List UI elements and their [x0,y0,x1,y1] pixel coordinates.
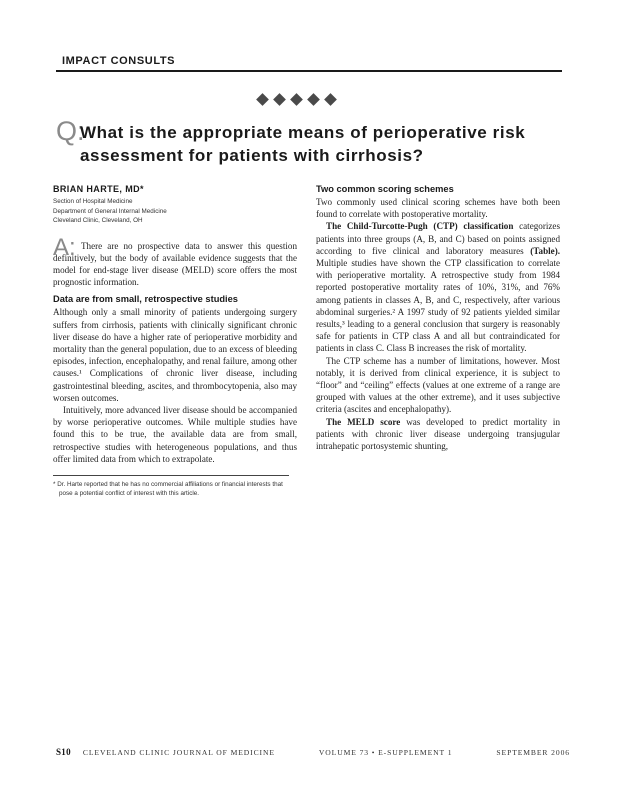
journal-name: CLEVELAND CLINIC JOURNAL OF MEDICINE [82,748,275,757]
section-label: IMPACT CONSULTS [62,55,176,67]
diamond-icon [256,93,269,106]
right-column [316,184,560,452]
answer-text: There are no prospective data to answer this question definitively, but the body of available evidence suggests that the model for end-stage liver disease (MELD) score offers the most prognostic information. [53,240,297,288]
meld-lead: The MELD score [326,416,401,427]
diamond-icon [273,93,286,106]
volume-info: VOLUME 73 • E-SUPPLEMENT 1 [318,748,453,757]
question-title: What is the appropriate means of perioperative risk assessment for patients with cirrhosis? [80,123,526,165]
diamond-icon [290,93,303,106]
header-rule [56,70,562,72]
footnote: * Dr. Harte reported that he has no commercial affiliations or financial interests that pose a potential conflict of interest with this article. [53,480,283,498]
meld-text: was developed to predict mortality in patients with chronic liver disease undergoing transjugular intrahepatic portosystemic shunting, [316,416,560,452]
diamond-icon [307,93,320,106]
author-affiliation-3: Cleveland Clinic, Cleveland, OH [53,217,143,224]
paragraph: The CTP scheme has a number of limitations, however. Most notably, it is derived from clinical experience, it is subject to “floor” and “ceiling” effects (values at one extreme of a range are grouped with values at the other extreme), and it uses subjective criteria (ascites and encephalopathy). [316,355,560,415]
author-affiliation-1: Section of Hospital Medicine [53,198,133,205]
section-heading-small-studies: Data are from small, retrospective studies [53,294,238,305]
ctp-lead: The Child-Turcotte-Pugh (CTP) classification [326,221,514,232]
ornament-diamonds [258,95,335,104]
answer-marker: A: [53,233,76,261]
ctp-paragraph [316,220,560,354]
question-marker: Q: [56,116,85,146]
ctp-text-cont: Multiple studies have shown the CTP classification to correlate with perioperative mortality. A retrospective study from 1984 reported postoperative mortality rates of 10%, 31%, and 76% among patients in classes A, B, and C, respectively, after various abdominal surgeries.² A 1997 study of 92 patients yielded similar results,³ leading to a general conclusion that surgery is reasonably safe for patients in CTP class A and all but contraindicated for patients in class C. Class B increases the risk of mortality. [316,258,560,354]
author-affiliation-2: Department of General Internal Medicine [53,207,167,215]
section-heading-scoring: Two common scoring schemes [316,184,454,194]
paragraph: Although only a small minority of patients undergoing surgery suffers from cirrhosis, patients with clinically significant chronic liver disease do have a higher rate of perioperative morbidity and mortality than the general population, due to an excess of bleeding episodes, infection, encephalopathy, and renal failure, among other causes.¹ Complications of chronic liver disease, including gastrointestinal bleeding, ascites, and thrombocytopenia, also may worsen outcomes. [53,307,297,403]
page-footer [56,747,570,757]
meld-paragraph [316,416,560,453]
table-reference: (Table). [530,245,560,256]
answer-block [53,233,297,289]
page-number: S10 [56,747,71,757]
diamond-icon [324,93,337,106]
ctp-text: categorizes patients into three groups (A, B, and C) based on points assigned according to five clinical and laboratory measures [316,221,560,256]
paragraph: Intuitively, more advanced liver disease should be accompanied by worse perioperative outcomes. While multiple studies have found this to be true, the available data are from small, retrospective studies with heterogeneous populations, and thus offer limited data from which to extrapolate. [53,404,297,464]
footnote-rule [53,475,289,476]
left-column [53,184,297,499]
issue-date: SEPTEMBER 2006 [496,748,570,757]
author-name: BRIAN HARTE, MD* [53,184,144,194]
paragraph: Two commonly used clinical scoring schemes have both been found to correlate with postoperative mortality. [316,197,560,220]
